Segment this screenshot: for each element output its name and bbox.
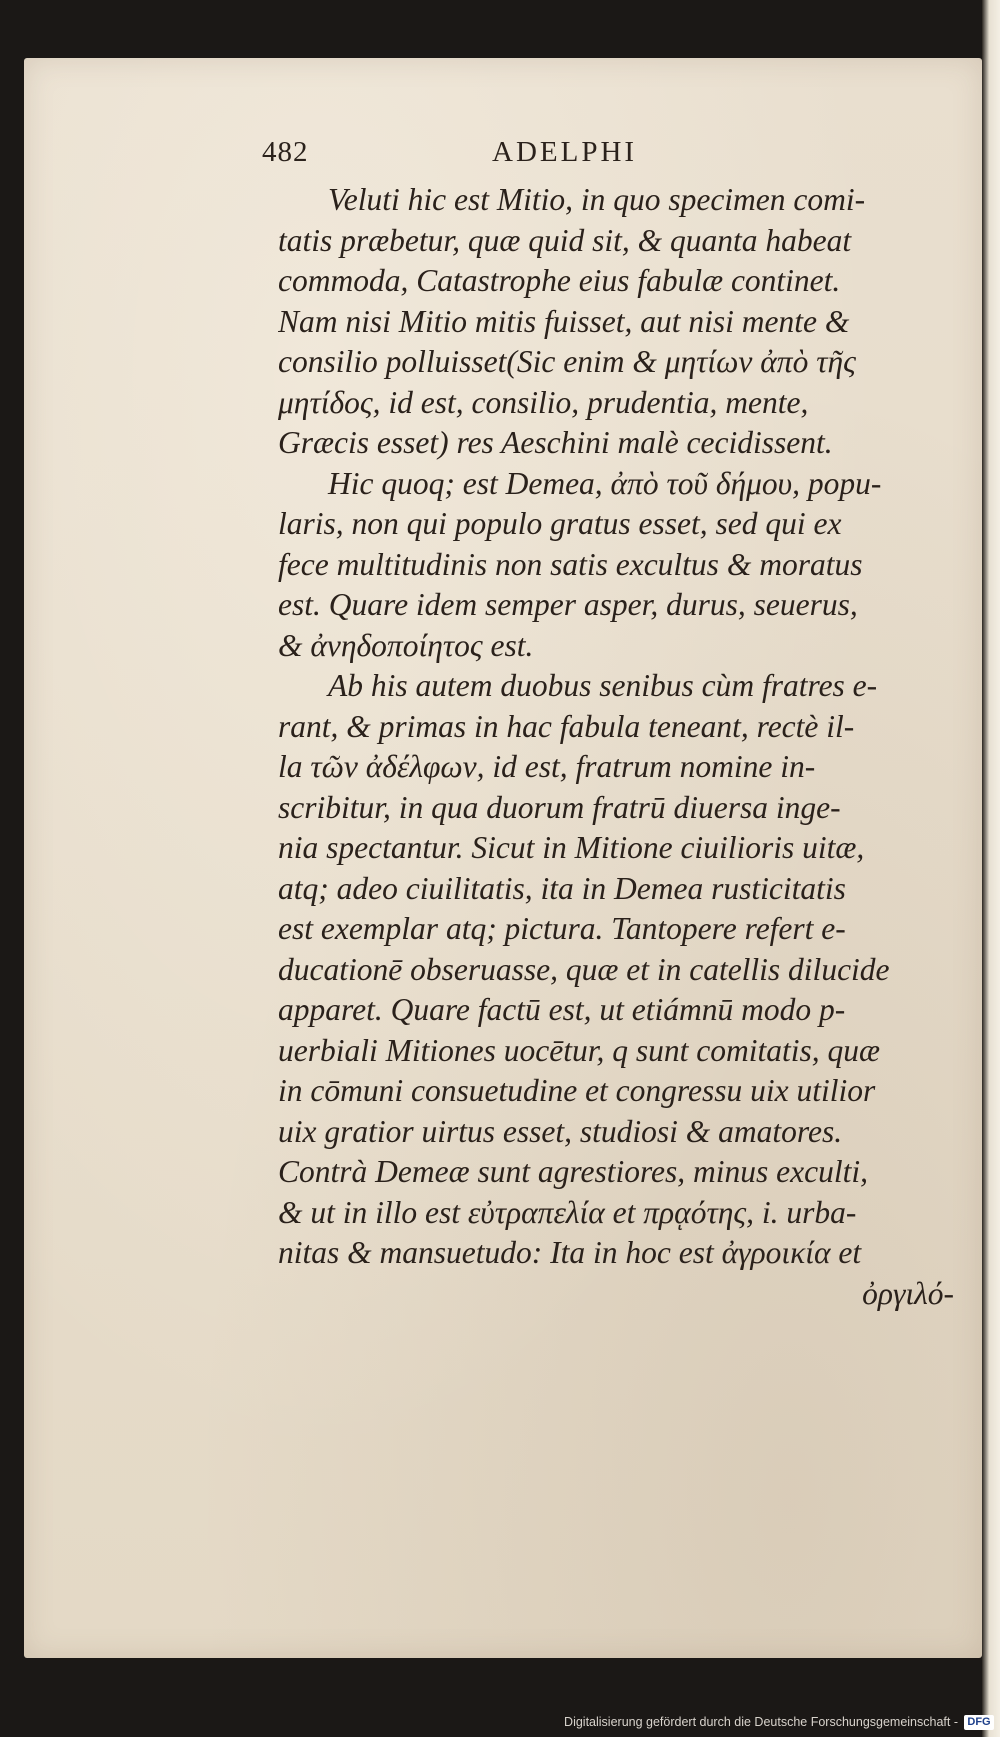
text-line: la τῶν ἀδέλφων, id est, fratrum nomine in- bbox=[278, 749, 816, 784]
running-head: ADELPHI bbox=[492, 136, 638, 168]
text-line: tatis præbetur, quæ quid sit, & quanta habeat bbox=[278, 222, 852, 258]
text-line: nitas & mansuetudo: Ita in hoc est ἀγροικία et bbox=[278, 1235, 862, 1270]
text-line: laris, non qui populo gratus esset, sed qui ex bbox=[278, 506, 842, 541]
text-line: apparet. Quare factū est, ut etiámnū modo p- bbox=[278, 992, 846, 1027]
text-line: est exemplar atq; pictura. Tantopere refert e- bbox=[278, 911, 846, 946]
paragraph-2 bbox=[278, 464, 964, 667]
page-number: 482 bbox=[262, 136, 309, 168]
book-edge bbox=[982, 0, 1000, 1737]
text-line: Veluti hic est Mitio, in quo specimen comi- bbox=[328, 182, 866, 217]
text-line: scribitur, in qua duorum fratrū diuersa inge- bbox=[278, 789, 841, 825]
text-line: est. Quare idem semper asper, durus, seuerus, bbox=[278, 587, 858, 622]
paragraph-1 bbox=[278, 180, 964, 464]
body-text bbox=[278, 180, 964, 1314]
text-line: & ἀνηδοποίητος est. bbox=[278, 627, 534, 663]
text-line: ducationē obseruasse, quæ et in catellis dilucide bbox=[278, 951, 890, 987]
text-line: consilio polluisset(Sic enim & μητίων ἀπὸ τῆς bbox=[278, 344, 856, 379]
text-line: Hic quoq; est Demea, ἀπὸ τοῦ δήμου, popu- bbox=[328, 465, 882, 501]
text-line: Græcis esset) res Aeschini malè cecidissent. bbox=[278, 425, 833, 460]
text-line: in cōmuni consuetudine et congressu uix utilior bbox=[278, 1073, 876, 1108]
footer bbox=[564, 1711, 994, 1733]
text-line: rant, & primas in hac fabula teneant, rectè il- bbox=[278, 708, 855, 744]
text-line: uix gratior uirtus esset, studiosi & amatores. bbox=[278, 1113, 843, 1149]
text-line: Ab his autem duobus senibus cùm fratres e- bbox=[328, 668, 878, 703]
text-line: ὀργιλό- bbox=[862, 1275, 954, 1311]
text-line: Contrà Demeæ sunt agrestiores, minus exculti, bbox=[278, 1154, 868, 1189]
text-line: fece multitudinis non satis excultus & moratus bbox=[278, 546, 863, 582]
text-line: & ut in illo est εὐτραπελία et πρᾳότης, i. urba- bbox=[278, 1194, 857, 1230]
page-header bbox=[262, 136, 962, 176]
dfg-logo: DFG bbox=[964, 1715, 994, 1730]
text-line: commoda, Catastrophe eius fabulæ continet. bbox=[278, 263, 841, 298]
text-line: μητίδος, id est, consilio, prudentia, mente, bbox=[278, 384, 809, 420]
footer-credit: Digitalisierung gefördert durch die Deutsche Forschungsgemeinschaft - bbox=[564, 1715, 958, 1729]
text-line: Nam nisi Mitio mitis fuisset, aut nisi mente & bbox=[278, 303, 850, 339]
text-line: atq; adeo ciuilitatis, ita in Demea rusticitatis bbox=[278, 870, 846, 906]
text-line: nia spectantur. Sicut in Mitione ciuilioris uitæ, bbox=[278, 830, 865, 865]
text-line: uerbiali Mitiones uocētur, q sunt comitatis, quæ bbox=[278, 1032, 880, 1068]
paragraph-3 bbox=[278, 666, 964, 1314]
